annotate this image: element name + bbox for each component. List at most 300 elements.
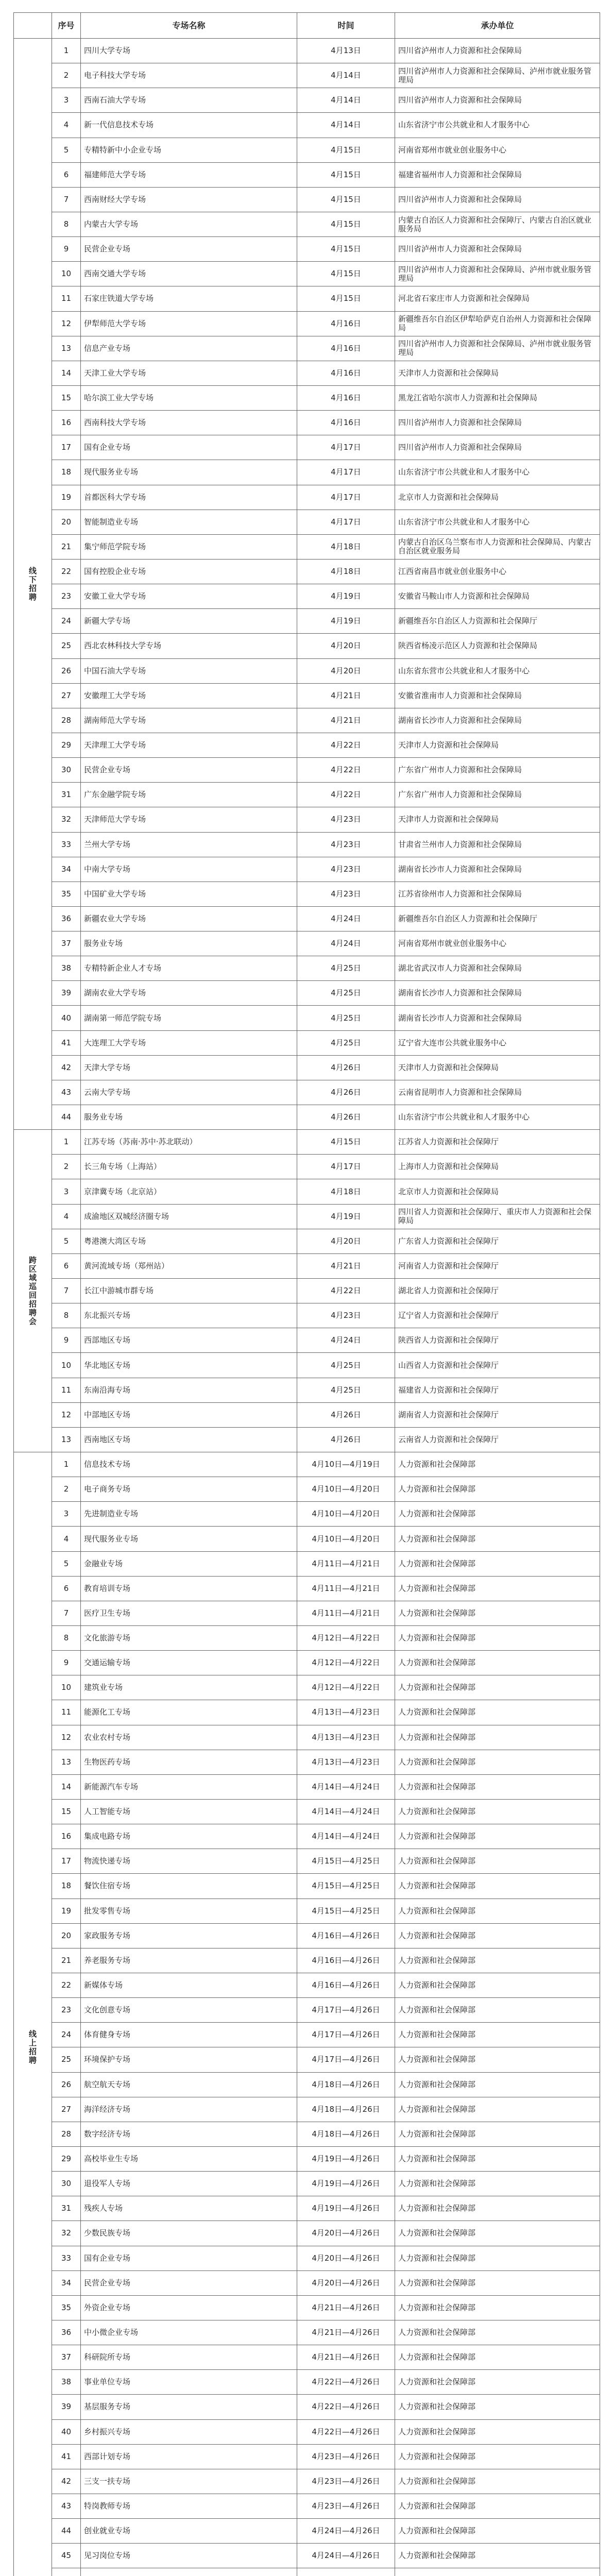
row-time: 4月18日—4月26日: [297, 2122, 395, 2146]
row-time: 4月19日: [297, 584, 395, 609]
row-number: 10: [52, 1675, 81, 1700]
row-time: 4月25日: [297, 956, 395, 981]
row-time: 4月22日—4月26日: [297, 2395, 395, 2419]
row-org: 人力资源和社会保障部: [395, 2419, 600, 2444]
table-row: [14, 2097, 600, 2122]
table-row: [14, 2221, 600, 2246]
table-row: [14, 2519, 600, 2544]
table-row: [14, 2469, 600, 2494]
row-time: 4月23日: [297, 857, 395, 882]
row-name: 国有企业专场: [81, 2246, 297, 2270]
table-row: [14, 162, 600, 187]
row-name: 特岗教师专场: [81, 2494, 297, 2518]
row-number: 3: [52, 88, 81, 113]
row-number: 13: [52, 336, 81, 361]
table-row: [14, 2320, 600, 2345]
row-org: 人力资源和社会保障部: [395, 1576, 600, 1601]
row-time: 4月23日—4月26日: [297, 2494, 395, 2518]
row-number: 38: [52, 2370, 81, 2395]
table-row: [14, 510, 600, 534]
row-name: 先进制造业专场: [81, 1502, 297, 1527]
row-time: 4月18日: [297, 559, 395, 584]
row-name: 黄河流域专场（郑州站）: [81, 1253, 297, 1278]
table-row: [14, 1973, 600, 1997]
row-number: 27: [52, 683, 81, 708]
row-number: 33: [52, 2246, 81, 2270]
row-org: 江苏省人力资源和社会保障厅: [395, 1130, 600, 1155]
row-number: 44: [52, 1105, 81, 1130]
row-number: 5: [52, 1229, 81, 1253]
row-number: 8: [52, 212, 81, 236]
row-name: 退役军人专场: [81, 2172, 297, 2196]
table-row: [14, 1229, 600, 1253]
header-row: [14, 13, 600, 39]
row-time: 4月14日—4月24日: [297, 1774, 395, 1799]
row-org: 安徽省淮南市人力资源和社会保障局: [395, 683, 600, 708]
row-time: 4月19日: [297, 1204, 395, 1229]
row-time: 4月26日: [297, 1105, 395, 1130]
row-org: 四川省泸州市人力资源和社会保障局: [395, 237, 600, 262]
row-number: 41: [52, 1030, 81, 1055]
row-name: 家政服务专场: [81, 1923, 297, 1948]
table-row: [14, 1700, 600, 1725]
row-name: 东北振兴专场: [81, 1303, 297, 1328]
table-row: [14, 212, 600, 236]
table-row: [14, 1948, 600, 1973]
row-time: 4月15日: [297, 1130, 395, 1155]
row-time: 4月26日: [297, 1080, 395, 1105]
row-time: 4月17日—4月26日: [297, 2023, 395, 2047]
row-time: 4月20日—4月26日: [297, 2270, 395, 2295]
row-name: 国有控股企业专场: [81, 559, 297, 584]
row-name: 内蒙古大学专场: [81, 212, 297, 236]
row-name: 生物医药专场: [81, 1750, 297, 1774]
row-time: 4月25日: [297, 1006, 395, 1030]
row-org: 福建省福州市人力资源和社会保障局: [395, 162, 600, 187]
row-number: 9: [52, 1651, 81, 1675]
row-name: 安徽工业大学专场: [81, 584, 297, 609]
row-time: 4月25日: [297, 1030, 395, 1055]
row-number: 17: [52, 1849, 81, 1874]
row-time: 4月20日—4月26日: [297, 2246, 395, 2270]
row-org: 人力资源和社会保障部: [395, 2097, 600, 2122]
row-org: 湖北省武汉市人力资源和社会保障局: [395, 956, 600, 981]
row-number: 2: [52, 63, 81, 88]
row-number: 31: [52, 783, 81, 807]
row-org: 人力资源和社会保障部: [395, 2221, 600, 2246]
table-row: [14, 262, 600, 286]
header-section: [14, 13, 52, 39]
table-row: [14, 1750, 600, 1774]
table-row: [14, 1303, 600, 1328]
row-name: 信息产业专场: [81, 336, 297, 361]
table-row: [14, 2444, 600, 2469]
row-org: 人力资源和社会保障部: [395, 1675, 600, 1700]
row-org: 人力资源和社会保障部: [395, 2072, 600, 2097]
row-name: 四川大学专场: [81, 39, 297, 63]
row-name: 伊犁师范大学专场: [81, 311, 297, 336]
row-org: 人力资源和社会保障部: [395, 1700, 600, 1725]
row-org: 山东省济宁市公共就业和人才服务中心: [395, 1105, 600, 1130]
row-number: 10: [52, 262, 81, 286]
row-number: [52, 2568, 81, 2576]
row-name: 医疗卫生专场: [81, 1601, 297, 1625]
row-time: 4月17日: [297, 460, 395, 485]
row-org: 新疆维吾尔自治区人力资源和社会保障厅: [395, 609, 600, 634]
row-org: 人力资源和社会保障部: [395, 2023, 600, 2047]
table-row: [14, 783, 600, 807]
row-time: 4月24日: [297, 906, 395, 931]
row-number: 7: [52, 1279, 81, 1303]
row-name: 少数民族专场: [81, 2221, 297, 2246]
row-org: 人力资源和社会保障部: [395, 1874, 600, 1899]
row-name: 基层服务专场: [81, 2395, 297, 2419]
table-row: [14, 1155, 600, 1179]
row-name: 京津冀专场（北京站）: [81, 1179, 297, 1204]
row-number: 8: [52, 1626, 81, 1651]
row-org: 辽宁省大连市公共就业服务中心: [395, 1030, 600, 1055]
row-number: 24: [52, 609, 81, 634]
row-number: 11: [52, 1378, 81, 1402]
row-name: 西南地区专场: [81, 1427, 297, 1452]
row-name: 科研院所专场: [81, 2345, 297, 2370]
row-name: 电子科技大学专场: [81, 63, 297, 88]
table-row: [14, 187, 600, 212]
row-org: 人力资源和社会保障部: [395, 2345, 600, 2370]
row-name: 交通运输专场: [81, 1651, 297, 1675]
row-org: 山东省济宁市公共就业和人才服务中心: [395, 510, 600, 534]
table-row: [14, 584, 600, 609]
row-time: 4月22日: [297, 758, 395, 783]
table-row: [14, 1725, 600, 1750]
row-number: 40: [52, 1006, 81, 1030]
table-row: [14, 857, 600, 882]
row-number: 13: [52, 1750, 81, 1774]
row-number: 21: [52, 534, 81, 559]
row-time: 4月19日—4月26日: [297, 2196, 395, 2221]
row-name: 云南大学专场: [81, 1080, 297, 1105]
row-time: 4月11日—4月21日: [297, 1551, 395, 1576]
table-row: [14, 1055, 600, 1080]
row-number: 12: [52, 1402, 81, 1427]
table-row: [14, 559, 600, 584]
row-number: 16: [52, 1824, 81, 1849]
row-number: 1: [52, 1130, 81, 1155]
row-number: 40: [52, 2419, 81, 2444]
table-row: [14, 1527, 600, 1551]
row-org: 人力资源和社会保障部: [395, 1899, 600, 1923]
table-row: [14, 2345, 600, 2370]
table-row: [14, 1030, 600, 1055]
row-name: 粤港澳大湾区专场: [81, 1229, 297, 1253]
row-org: 广东省广州市人力资源和社会保障局: [395, 758, 600, 783]
row-org: 人力资源和社会保障部: [395, 1502, 600, 1527]
row-org: 辽宁省人力资源和社会保障厅: [395, 1303, 600, 1328]
table-row: [14, 237, 600, 262]
row-org: 河北省石家庄市人力资源和社会保障局: [395, 286, 600, 311]
row-name: 航空航天专场: [81, 2072, 297, 2097]
row-number: 27: [52, 2097, 81, 2122]
row-name: 西部地区专场: [81, 1328, 297, 1353]
row-time: 4月10日—4月19日: [297, 1452, 395, 1477]
row-name: 养老服务专场: [81, 1948, 297, 1973]
row-name: 乡村振兴专场: [81, 2419, 297, 2444]
row-number: 12: [52, 311, 81, 336]
row-number: 15: [52, 1799, 81, 1824]
row-name: 物流快递专场: [81, 1849, 297, 1874]
schedule-table: [13, 12, 600, 2576]
row-number: 29: [52, 733, 81, 757]
row-number: 2: [52, 1477, 81, 1502]
row-time: 4月15日: [297, 187, 395, 212]
row-name: 西部计划专场: [81, 2444, 297, 2469]
row-name: 中南大学专场: [81, 857, 297, 882]
table-row: [14, 336, 600, 361]
row-number: 14: [52, 1774, 81, 1799]
row-time: 4月22日: [297, 783, 395, 807]
row-number: 25: [52, 634, 81, 658]
table-row: [14, 39, 600, 63]
row-time: 4月17日: [297, 435, 395, 460]
row-number: 26: [52, 2072, 81, 2097]
row-time: 4月19日—4月26日: [297, 2172, 395, 2196]
row-org: 人力资源和社会保障部: [395, 1725, 600, 1750]
row-number: 22: [52, 1973, 81, 1997]
table-row: [14, 2544, 600, 2568]
row-time: 4月17日—4月26日: [297, 1998, 395, 2023]
row-org: 上海市人力资源和社会保障局: [395, 1155, 600, 1179]
row-org: 人力资源和社会保障部: [395, 2122, 600, 2146]
row-name: 能源化工专场: [81, 1700, 297, 1725]
row-org: 湖南省人力资源和社会保障厅: [395, 1402, 600, 1427]
table-row: [14, 2395, 600, 2419]
table-row: [14, 733, 600, 757]
row-number: 5: [52, 138, 81, 162]
row-name: 江苏专场（苏南·苏中·苏北联动）: [81, 1130, 297, 1155]
row-number: 9: [52, 1328, 81, 1353]
row-org: 人力资源和社会保障部: [395, 2295, 600, 2320]
row-number: 23: [52, 584, 81, 609]
row-org: 人力资源和社会保障部: [395, 2146, 600, 2171]
row-org: 山东省济宁市公共就业和人才服务中心: [395, 460, 600, 485]
row-org: 甘肃省兰州市人力资源和社会保障局: [395, 832, 600, 857]
row-name: 残疾人专场: [81, 2196, 297, 2221]
row-time: 4月23日—4月26日: [297, 2444, 395, 2469]
header-name: 专场名称: [81, 13, 297, 39]
row-name: 国有企业专场: [81, 435, 297, 460]
row-name: 中小微企业专场: [81, 2320, 297, 2345]
table-row: [14, 1402, 600, 1427]
row-org: 天津市人力资源和社会保障局: [395, 361, 600, 385]
row-time: 4月17日—4月26日: [297, 2047, 395, 2072]
table-body: [14, 39, 600, 2576]
table-row: [14, 113, 600, 138]
row-org: 安徽省马鞍山市人力资源和社会保障局: [395, 584, 600, 609]
row-number: 30: [52, 758, 81, 783]
row-time: 4月23日: [297, 882, 395, 906]
row-time: 4月19日: [297, 609, 395, 634]
row-number: 25: [52, 2047, 81, 2072]
row-org: 人力资源和社会保障部: [395, 1527, 600, 1551]
row-time: 4月24日—4月26日: [297, 2519, 395, 2544]
row-time: 4月15日: [297, 286, 395, 311]
table-row: [14, 1253, 600, 1278]
row-number: 11: [52, 286, 81, 311]
row-time: 4月23日: [297, 832, 395, 857]
row-org: 四川省泸州市人力资源和社会保障局: [395, 187, 600, 212]
table-row: [14, 1006, 600, 1030]
table-row: [14, 435, 600, 460]
row-time: 4月16日: [297, 361, 395, 385]
row-name: 数字经济专场: [81, 2122, 297, 2146]
row-org: 人力资源和社会保障部: [395, 2494, 600, 2518]
row-time: 4月16日: [297, 411, 395, 435]
table-row: [14, 683, 600, 708]
row-name: 见习岗位专场: [81, 2544, 297, 2568]
row-name: 现代服务业专场: [81, 1527, 297, 1551]
row-time: 4月15日: [297, 138, 395, 162]
row-name: 高校毕业生专场: [81, 2146, 297, 2171]
section-label: 跨 区 域 巡 回 招 聘 会: [14, 1130, 52, 1452]
row-time: [297, 2568, 395, 2576]
row-name: 信息技术专场: [81, 1452, 297, 1477]
table-row: [14, 361, 600, 385]
row-name: 新疆大学专场: [81, 609, 297, 634]
row-name: 新疆农业大学专场: [81, 906, 297, 931]
row-number: 19: [52, 1899, 81, 1923]
row-number: 29: [52, 2146, 81, 2171]
row-name: 批发零售专场: [81, 1899, 297, 1923]
table-row: [14, 1179, 600, 1204]
row-number: 4: [52, 1527, 81, 1551]
row-name: 大连理工大学专场: [81, 1030, 297, 1055]
table-row: [14, 832, 600, 857]
row-time: 4月11日—4月21日: [297, 1576, 395, 1601]
row-time: 4月16日—4月26日: [297, 1973, 395, 1997]
row-name: 湖南农业大学专场: [81, 981, 297, 1006]
row-org: 人力资源和社会保障部: [395, 1452, 600, 1477]
table-row: [14, 882, 600, 906]
row-name: 西南财经大学专场: [81, 187, 297, 212]
row-number: 19: [52, 485, 81, 510]
row-number: 34: [52, 857, 81, 882]
row-number: 45: [52, 2544, 81, 2568]
row-number: 1: [52, 1452, 81, 1477]
row-number: 37: [52, 931, 81, 956]
row-time: 4月26日: [297, 1055, 395, 1080]
row-name: 天津师范大学专场: [81, 807, 297, 832]
row-number: 23: [52, 1998, 81, 2023]
row-number: 24: [52, 2023, 81, 2047]
row-number: 32: [52, 2221, 81, 2246]
table-row: [14, 2122, 600, 2146]
row-name: 农业农村专场: [81, 1725, 297, 1750]
row-time: 4月21日: [297, 683, 395, 708]
row-org: 人力资源和社会保障部: [395, 1799, 600, 1824]
row-time: 4月23日: [297, 807, 395, 832]
table-row: [14, 534, 600, 559]
row-number: 34: [52, 2270, 81, 2295]
row-time: 4月10日—4月20日: [297, 1502, 395, 1527]
table-row: [14, 1353, 600, 1378]
row-time: 4月20日: [297, 658, 395, 683]
row-name: 民营企业专场: [81, 758, 297, 783]
row-time: 4月22日: [297, 733, 395, 757]
row-time: 4月21日: [297, 708, 395, 733]
table-row: [14, 981, 600, 1006]
schedule-sheet: [13, 12, 600, 2576]
row-time: 4月21日—4月26日: [297, 2320, 395, 2345]
header-time: 时间: [297, 13, 395, 39]
row-number: 10: [52, 1353, 81, 1378]
row-org: 河南省人力资源和社会保障厅: [395, 1253, 600, 1278]
row-name: 海洋经济专场: [81, 2097, 297, 2122]
table-row: [14, 1105, 600, 1130]
row-org: 人力资源和社会保障部: [395, 1651, 600, 1675]
table-row: [14, 708, 600, 733]
row-time: 4月15日: [297, 237, 395, 262]
row-org: 人力资源和社会保障部: [395, 1750, 600, 1774]
table-row: [14, 1874, 600, 1899]
row-org: 四川省泸州市人力资源和社会保障局: [395, 411, 600, 435]
row-time: 4月12日—4月22日: [297, 1626, 395, 1651]
row-number: 28: [52, 708, 81, 733]
table-row: [14, 1427, 600, 1452]
row-org: 新疆维吾尔自治区伊犁哈萨克自治州人力资源和社会保障局: [395, 311, 600, 336]
row-time: 4月17日: [297, 510, 395, 534]
row-org: 人力资源和社会保障部: [395, 2544, 600, 2568]
row-org: 陕西省杨凌示范区人力资源和社会保障局: [395, 634, 600, 658]
row-name: 餐饮住宿专场: [81, 1874, 297, 1899]
row-number: 3: [52, 1179, 81, 1204]
row-time: 4月25日: [297, 1353, 395, 1378]
row-org: 天津市人力资源和社会保障局: [395, 1055, 600, 1080]
row-org: 山西省人力资源和社会保障厅: [395, 1353, 600, 1378]
row-org: 陕西省人力资源和社会保障厅: [395, 1328, 600, 1353]
row-name: 金融业专场: [81, 1551, 297, 1576]
row-time: 4月13日—4月23日: [297, 1725, 395, 1750]
row-name: 民营企业专场: [81, 237, 297, 262]
row-name: 湖南师范大学专场: [81, 708, 297, 733]
row-org: 云南省昆明市人力资源和社会保障局: [395, 1080, 600, 1105]
row-number: 39: [52, 981, 81, 1006]
row-time: 4月16日—4月26日: [297, 1948, 395, 1973]
table-row: [14, 2047, 600, 2072]
row-name: 哈尔滨工业大学专场: [81, 385, 297, 410]
row-org: 天津市人力资源和社会保障局: [395, 733, 600, 757]
row-time: 4月10日—4月20日: [297, 1477, 395, 1502]
row-number: 4: [52, 113, 81, 138]
row-number: 14: [52, 361, 81, 385]
table-row: [14, 658, 600, 683]
row-org: 人力资源和社会保障部: [395, 1601, 600, 1625]
table-row: [14, 1204, 600, 1229]
row-number: 6: [52, 1576, 81, 1601]
row-number: 13: [52, 1427, 81, 1452]
row-time: 4月14日—4月24日: [297, 1824, 395, 1849]
row-name: 长江中游城市群专场: [81, 1279, 297, 1303]
row-org: 湖北省人力资源和社会保障厅: [395, 1279, 600, 1303]
row-name: 中国石油大学专场: [81, 658, 297, 683]
table-row: [14, 1824, 600, 1849]
row-org: 人力资源和社会保障部: [395, 1948, 600, 1973]
table-row: [14, 1576, 600, 1601]
table-row: [14, 1279, 600, 1303]
table-row: [14, 1626, 600, 1651]
row-name: 新能源汽车专场: [81, 1774, 297, 1799]
row-time: 4月24日: [297, 1328, 395, 1353]
row-org: 湖南省长沙市人力资源和社会保障局: [395, 1006, 600, 1030]
